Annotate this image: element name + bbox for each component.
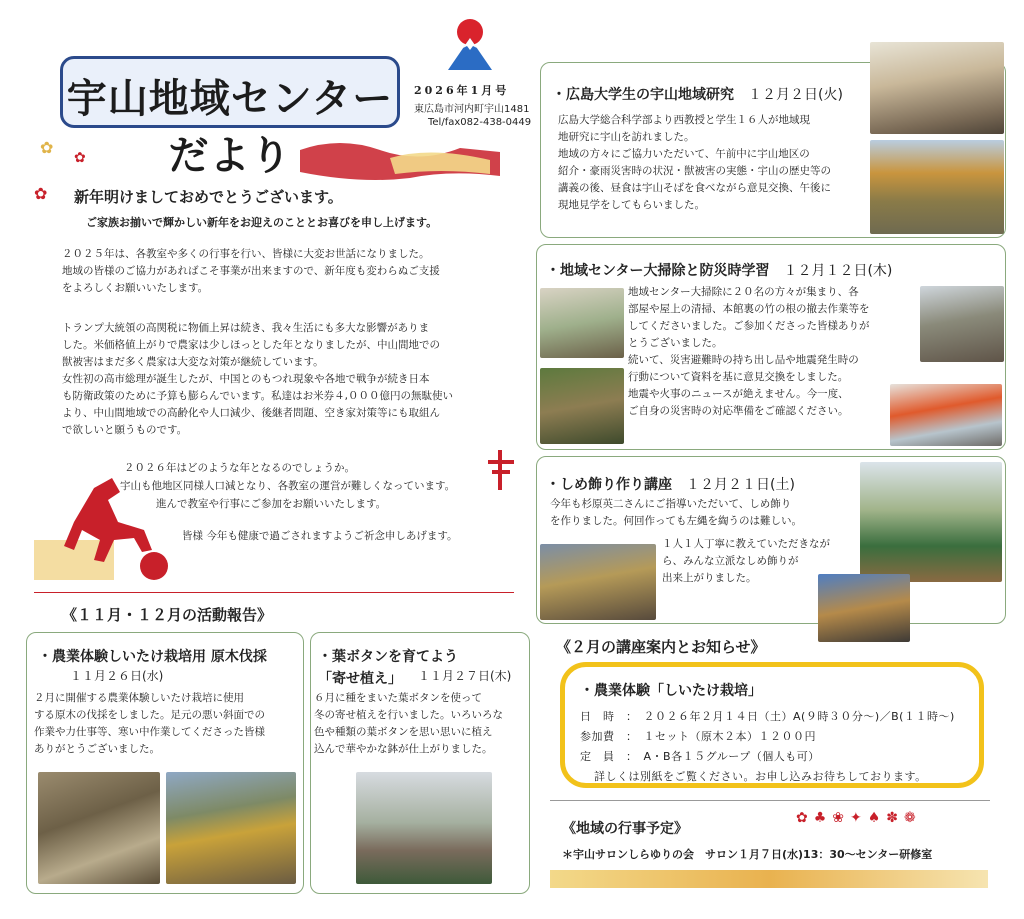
shiitake-title: ・農業体験しいたけ栽培用 原木伐採	[38, 649, 267, 665]
photo-excavator	[166, 772, 296, 884]
photo-bamboo-clearing	[540, 368, 624, 444]
february-fee-row: 参加費 ： １セット（原木２本）１２００円	[580, 730, 816, 743]
greeting-paragraph-1: ２０２５年は、各教室や多くの行事を行い、皆様に大変お世話になりました。 地域の皆様のご協力があればこそ事業が出来ますので、新年度も変わらぬご支援 をよろしくお願いいたします。	[62, 248, 440, 294]
new-year-ornaments-icon: ✿♣❀✦♠✽❁	[796, 810, 922, 826]
shiitake-body: ２月に開催する農業体験しいたけ栽培に使用 する原木の伐採をしました。足元の悪い斜面での 作業や力仕事等、寒い中作業してくださった皆様 ありがとうございました。	[34, 692, 265, 755]
shiitake-date: １１月２６日(水)	[70, 669, 164, 683]
photo-rooftop	[920, 286, 1004, 362]
hiroshima-body: 広島大学総合科学部より西教授と学生１６人が地域現 地研究に宇山を訪れました。 地域の方々にご協力いただいて、午前中に宇山地区の 紹介・豪雨災害時の状況・獣被害の実態・宇山の歴史等の 講義の後、昼食は宇山そばを食べながら意見交換、午後に 現地見学をしてもらいました。	[558, 114, 831, 211]
cleaning-title	[546, 260, 892, 280]
schedule-section-title: 《地域の行事予定》	[562, 821, 688, 837]
shimekazari-title	[546, 474, 795, 494]
february-capacity-row: 定 員 ： A・B各１５グループ（個人も可）	[580, 750, 820, 763]
activity-section-title: 《１１月・１２月の活動報告》	[62, 606, 273, 624]
greeting-heading: 新年明けましておめでとうございます。	[74, 188, 343, 206]
february-note: 詳しくは別紙をご覧ください。お申し込みお待ちしております。	[594, 770, 927, 783]
newsletter-title: 宇山地域センターだより	[66, 76, 394, 179]
photo-corridor-cleaning	[540, 288, 624, 358]
february-section-title: 《２月の講座案内とお知らせ》	[556, 638, 766, 656]
photo-logging	[38, 772, 160, 884]
plum-blossom-icon: ✿	[40, 138, 54, 157]
shimekazari-body-2: １人１人丁寧に教えていただきなが ら、みんな立派なしめ飾りが 出来上がりました。	[662, 538, 830, 584]
horse-illustration	[34, 470, 184, 580]
photo-field-visit	[870, 140, 1004, 234]
photo-workshop	[818, 574, 910, 642]
habotan-body: ６月に種をまいた葉ボタンを使って 冬の寄せ植えを行いました。いろいろな 色や種類の葉ボタンを思い思いに植え 込んで華やかな鉢が仕上がりました。	[314, 692, 503, 755]
shimekazari-date: １２月２１日(土)	[686, 477, 795, 493]
greeting-line-3: 進んで教室や行事にご参加をお願いいたします。	[156, 498, 387, 510]
shimekazari-body: 今年も杉原英二さんにご指導いただいて、しめ飾り を作りました。何回作っても左縄を綯うのは難しい。	[550, 498, 802, 527]
greeting-subheading: ご家族お揃いで輝かしい新年をお迎えのこととお喜びを申し上げます。	[86, 216, 438, 229]
photo-lecture	[870, 42, 1004, 134]
cleaning-body: 地域センター大掃除に２０名の方々が集まり、各 部屋や屋上の清掃、本館裏の竹の根の撤去作業等を してくださいました。ご参加くださった皆様ありが とうございました。 続いて、災害避難時の持ち出し品や地震発生時の 行動について資料を基に意見交換をしました。 地震や火事のニュースが絶えません。今一度、 ご自身の災害時の対応準備をご確認ください。	[628, 286, 870, 417]
mount-fuji-logo	[446, 12, 494, 72]
photo-rope-making	[540, 544, 656, 620]
issue-label: 2026年1月号	[414, 84, 510, 97]
habotan-date: １１月２７日(木)	[418, 669, 512, 683]
greeting-closing: 皆様 今年も健康で過ごされますようご祈念申しあげます。	[182, 530, 458, 542]
photo-habotan-group	[356, 772, 492, 884]
new-year-banner-art	[300, 140, 500, 180]
february-event-title: ・農業体験「しいたけ栽培」	[580, 683, 762, 699]
photo-emergency-kit	[890, 384, 1002, 446]
decorative-band	[550, 870, 988, 888]
schedule-item: ＊宇山サロンしらゆりの会 サロン１月７日(水)13：30～センター研修室	[562, 848, 933, 861]
plum-blossom-icon: ✿	[74, 150, 86, 166]
decorative-corner-art	[484, 440, 518, 500]
greeting-line-1: ２０２６年はどのような年となるのでしょうか。	[124, 462, 355, 474]
plum-blossom-icon: ✿	[34, 184, 48, 203]
tel-fax: Tel/fax082-438-0449	[428, 117, 532, 128]
cleaning-title-text: ・地域センター大掃除と防災時学習	[546, 263, 770, 279]
divider	[550, 800, 990, 801]
photo-group-shimekazari	[860, 462, 1002, 582]
hiroshima-title	[552, 84, 843, 104]
hiroshima-title-text: ・広島大学生の宇山地域研究	[552, 87, 734, 103]
greeting-line-2: 宇山も他地区同様人口減となり、各教室の運営が難しくなっています。	[120, 480, 456, 492]
divider	[34, 592, 514, 593]
habotan-title: ・葉ボタンを育てよう	[318, 649, 458, 665]
shimekazari-title-text: ・しめ飾り作り講座	[546, 477, 672, 493]
hiroshima-date: １２月２日(火)	[748, 87, 843, 103]
masthead-box	[60, 56, 400, 179]
address: 東広島市河内町宇山1481	[414, 104, 530, 115]
greeting-paragraph-2: トランプ大統領の高関税に物価上昇は続き、我々生活にも多大な影響がありま した。米価格値上がりで農家は少しほっとした年となりましたが、中山間地での 獣被害はまだ多く農家は大変な対策が継続しています。 女性初の高市総理が誕生したが、中国とのもつれ現象や各地で戦争が続き日本 も防衛政策のために予算も膨らんでいます。私達はお米券４,０００億円の無駄使い より、中山間地域での高齢化や人口減少、後継者問題、空き家対策等にも取組ん で欲しいと願うものです。	[62, 322, 453, 436]
february-date-row: 日 時 ： ２０２６年２月１４日（土）A(９時３０分～)／B(１１時～)	[580, 710, 955, 723]
cleaning-date: １２月１２日(木)	[783, 263, 893, 279]
habotan-subtitle: 「寄せ植え」	[318, 671, 402, 687]
